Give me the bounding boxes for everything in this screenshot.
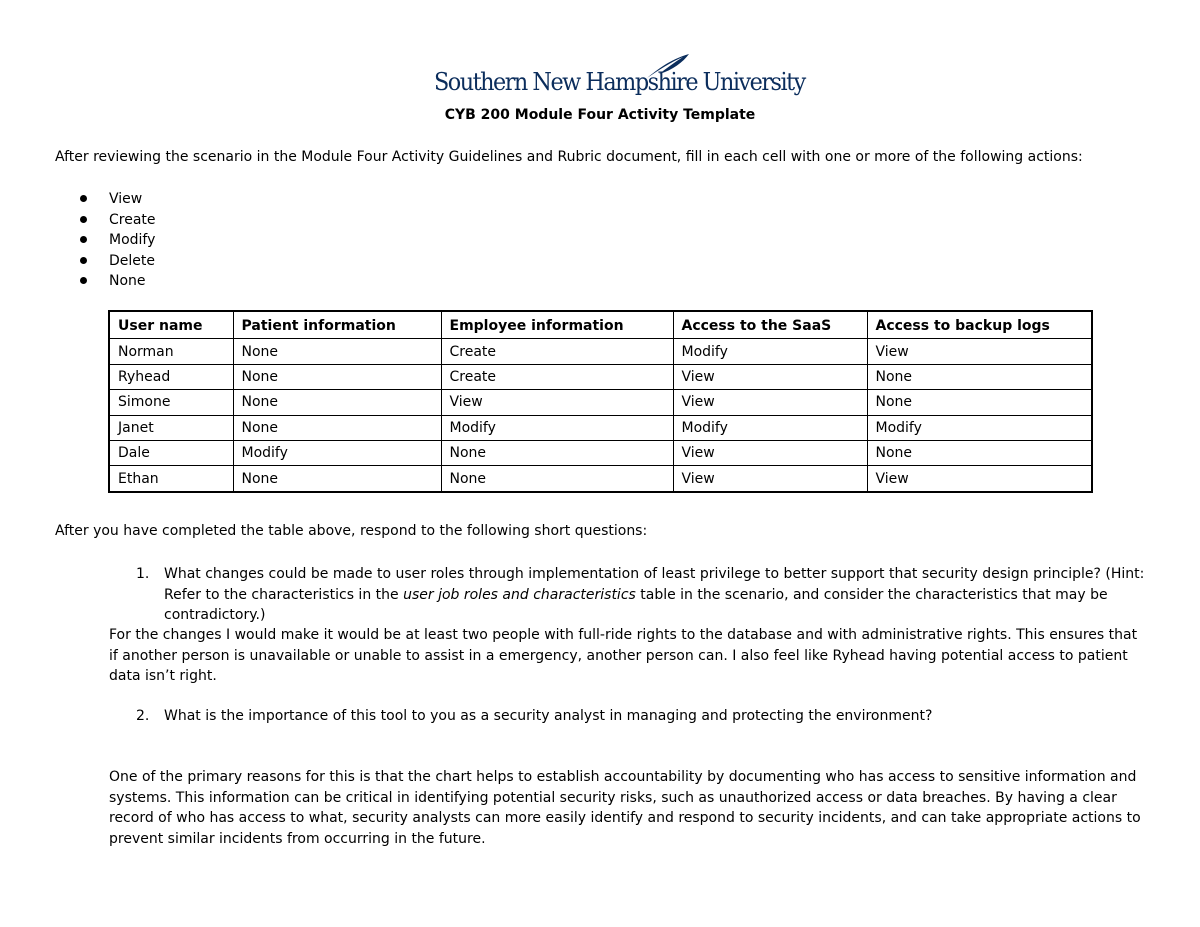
table-cell: View <box>867 466 1092 492</box>
table-cell: Modify <box>867 415 1092 440</box>
table-cell: None <box>441 466 673 492</box>
answer-2: One of the primary reasons for this is that the chart helps to establish accountability by documenting who has access to sensitive information and systems. This information can be critical in identifying potential security risks, such as unauthorized access or data breaches. By having a clear record of who has access to what, security analysts can more easily identify and respond to security incidents, and can take appropriate actions to prevent similar incidents from occurring in the future. <box>109 769 1141 847</box>
table-row <box>109 466 1092 492</box>
table-row <box>109 390 1092 415</box>
access-table <box>108 310 1093 493</box>
table-cell: View <box>673 440 867 465</box>
intro-paragraph: After reviewing the scenario in the Module Four Activity Guidelines and Rubric document, fill in each cell with one or more of the following actions: <box>55 149 1083 165</box>
table-cell: View <box>673 390 867 415</box>
question-text: What is the importance of this tool to you as a security analyst in managing and protecting the environment? <box>164 708 933 724</box>
table-row <box>109 339 1092 364</box>
bullet-icon <box>80 216 87 223</box>
table-cell: Modify <box>673 415 867 440</box>
column-header: User name <box>109 311 233 339</box>
bullet-icon <box>80 257 87 264</box>
column-header: Patient information <box>233 311 441 339</box>
table-header-row <box>109 311 1092 339</box>
table-cell: Dale <box>109 440 233 465</box>
table-cell: Ryhead <box>109 364 233 389</box>
logo-text: Southern New Hampshire University <box>434 68 805 96</box>
table-row <box>109 415 1092 440</box>
column-header: Access to backup logs <box>867 311 1092 339</box>
table-cell: None <box>441 440 673 465</box>
table-cell: Simone <box>109 390 233 415</box>
table-cell: Create <box>441 339 673 364</box>
table-cell: Norman <box>109 339 233 364</box>
table-cell: None <box>867 390 1092 415</box>
table-cell: None <box>233 364 441 389</box>
table-row <box>109 440 1092 465</box>
table-cell: None <box>867 364 1092 389</box>
column-header: Employee information <box>441 311 673 339</box>
bullet-icon <box>80 277 87 284</box>
table-cell: None <box>233 415 441 440</box>
table-cell: View <box>441 390 673 415</box>
column-header: Access to the SaaS <box>673 311 867 339</box>
bullet-icon <box>80 236 87 243</box>
table-cell: None <box>233 339 441 364</box>
table-cell: View <box>867 339 1092 364</box>
table-cell: Modify <box>233 440 441 465</box>
bullet-icon <box>80 195 87 202</box>
table-cell: None <box>233 466 441 492</box>
table-cell: None <box>233 390 441 415</box>
table-cell: None <box>867 440 1092 465</box>
table-cell: Modify <box>673 339 867 364</box>
document-page: Southern New Hampshire University CYB 200 Module Four Activity Template After reviewing the scenario in the Module Four Activity Guidelines and Rubric document, fill in each cell with one or more of the following actions: View Create Modify Delete None User name Patient information Employee information Access to the SaaS Access to backup logs Norman None Create Modify View Ryhead None Create View None Simone None View View None Janet None Modify Modify Modify Dale Modify None View None Ethan None None View View After you have completed the table above, respond to the following short questions: 1. What changes could be made to user roles through implementation of least privilege to better support that security design principle? (Hint: Refer to the characteristics in the user job roles and characteristics table in the scenario, and consider the characteristics that may be contradictory.) For the changes I would make it would be at least two people with full-ride rights to the database and with administrative rights. This ensures that if another person is unavailable or unable to assist in a emergency, another person can. I also feel like Ryhead having potential access to patient data isn’t right. 2. What is the importance of this tool to you as a security analyst in managing and protecting the environment? One of the primary reasons for this is that the chart helps to establish accountability by documenting who has access to sensitive information and systems. This information can be critical in identifying potential security risks, such as unauthorized access or data breaches. By having a clear record of who has access to what, security analysts can more easily identify and respond to security incidents, and can take appropriate actions to prevent similar incidents from occurring in the future. <box>0 0 1200 927</box>
table-row <box>109 364 1092 389</box>
followup-paragraph: After you have completed the table above, respond to the following short questions: <box>55 523 648 539</box>
university-logo <box>434 52 805 102</box>
table-cell: Ethan <box>109 466 233 492</box>
answer-1: For the changes I would make it would be at least two people with full-ride rights to the database and with administrative rights. This ensures that if another person is unavailable or unable to assist in a emergency, another person can. I also feel like Ryhead having potential access to patient data isn’t right. <box>109 627 1138 684</box>
table-cell: Modify <box>441 415 673 440</box>
page-title: CYB 200 Module Four Activity Template <box>444 107 756 123</box>
table-cell: Create <box>441 364 673 389</box>
table-cell: View <box>673 364 867 389</box>
table-cell: Janet <box>109 415 233 440</box>
table-cell: View <box>673 466 867 492</box>
question-number: 2. <box>136 708 150 724</box>
question-number: 1. <box>136 566 150 582</box>
question-text: What changes could be made to user roles through implementation of least privilege to better support that security design principle? (Hint: Refer to the characteristics in the user job roles and characteristics table in the scenario, and consider the characteristics that may be contradictory.) <box>164 566 1145 623</box>
